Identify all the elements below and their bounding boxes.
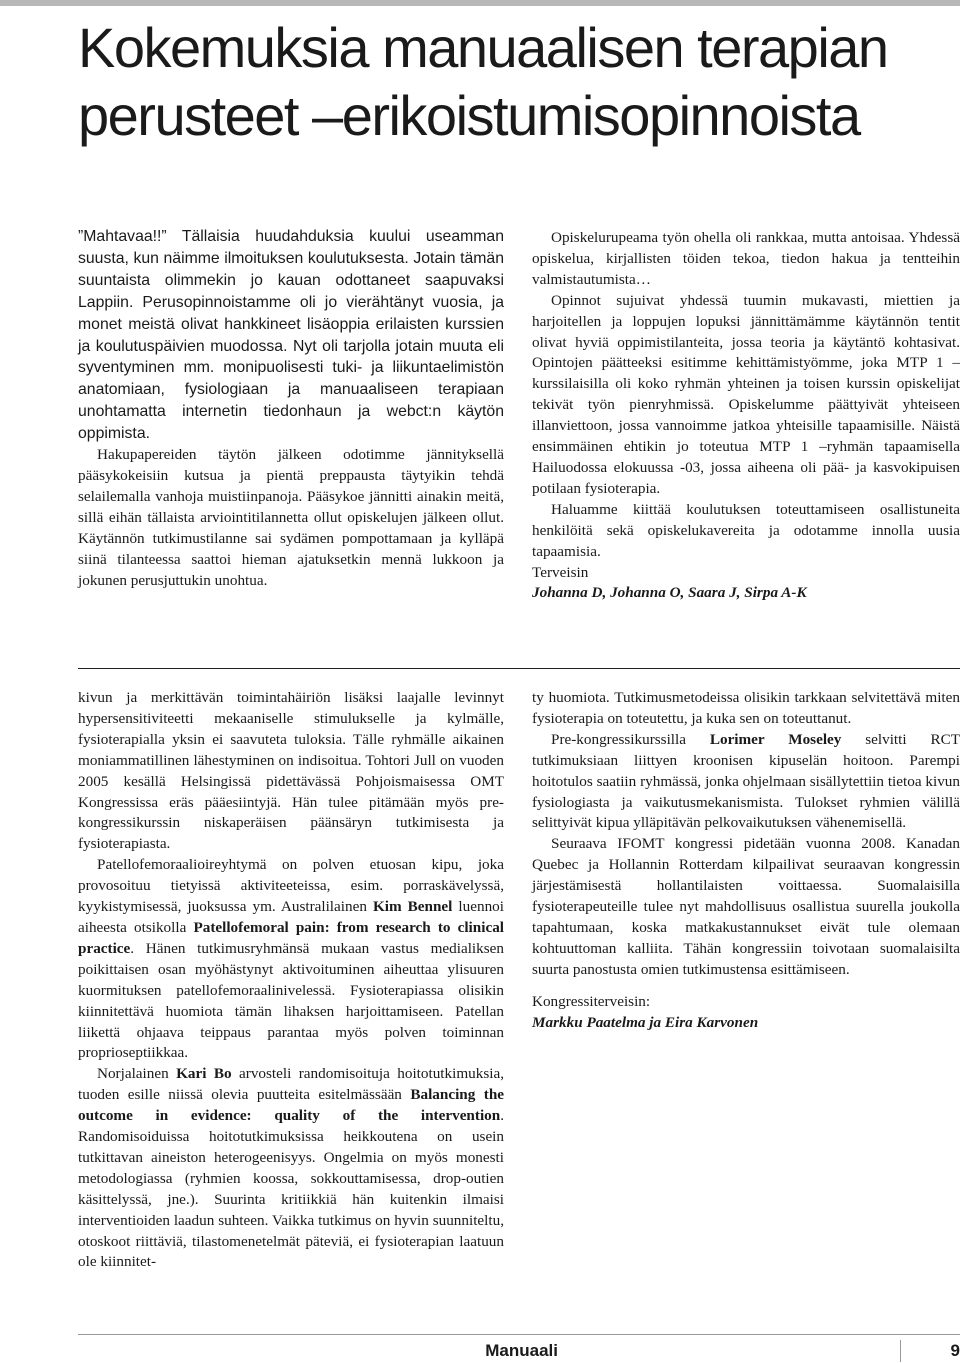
report-paragraph — [532, 834, 960, 980]
text-run: ty huomiota. Tutkimusmetodeissa olisikin tarkkaan selvitettävä miten fysioterapia on toteutettu, ja kuka sen on toteuttanut. — [532, 689, 960, 727]
bold-run: Lorimer Moseley — [709, 730, 842, 748]
article-paragraph: Hakupapereiden täytön jälkeen odotimme jännityksellä pääsykokeisiin kutsua ja pientä preppausta täytyikin tehdä selailemalla vanhoja muistiinpanoja. Pääsykoe jännitti ainakin meitä, sillä eihän tällaista arviointitilannetta ollut opiskelujen jälkeen ollut. Käytännön tutkimustilanne sai sydämen pompottamaan ja kylläpä siinä tilanteessa saattoi hieman ajatuksetkin mennä lukkoon ja jokunen perusjuttukin unohtua. — [78, 446, 504, 589]
article-title: Kokemuksia manuaalisen terapian perusteet –erikoistumisopinnoista — [78, 16, 888, 147]
text-run: kivun ja merkittävän toimintahäiriön lisäksi laajalle levinnyt hypersensitiviteetti mekaaniselle stimulukselle ja kylmälle, fysioterapialla yksin ei saavuteta tuloksia. Tälle ryhmälle aikainen moniammatillinen lähestyminen on indisoitua. Tohtori Jull on vuoden 2005 kesällä Helsingissä pidettävässä Pohjoismaisessa OMT Kongressissa eräs pääesiintyjä. Hän tulee pitämään myös pre-kongressikurssin niskaperäisen päänsäryn tutkimisesta ja fysioterapiasta. — [78, 689, 504, 853]
report-paragraph — [532, 730, 960, 835]
text-run: luennoi aiheesta otsikolla — [78, 898, 504, 936]
article-paragraph: Opinnot sujuivat yhdessä tuumin mukavasti, miettien ja harjoitellen ja loppujen lopuksi jännittämämme käytännön tentit olivat hyviä oppimistilanteita, jossa teoria ja käytäntö kohtasivat. Opintojen päätteeksi esitimme kehittämistyömme, joka MTP 1 –kurssilaisilla oli koko ryhmän yhteinen ja toisen kurssin opiskelijat tekivät työn pienryhmissä. Opiskelumme päättyivät yhteiseen illanviettoon, jossa vannoimme jatkoa yhteisille tapaamisille. Näistä ensimmäinen ehtikin jo toteutua MTP 1 –ryhmän tapaamisella Hailuodossa elokuussa -03, jossa aiheena oli pää- ja kasvokipuisen potilaan fysioterapia. — [532, 291, 960, 497]
bold-run: Patellofemoral pain: from research to clinical practice — [78, 918, 505, 957]
bold-run: Kari Bo — [176, 1065, 232, 1083]
report-signature: Markku Paatelma ja Eira Karvonen — [532, 1013, 759, 1031]
bold-run: Kim Bennel — [372, 898, 453, 916]
text-run: Seuraava IFOMT kongressi pidetään vuonna 2008. Kanadan Quebec ja Hollannin Rotterdam kilpailivat seuraavan kongressin järjestämisestä hollantilaisten voittaessa. Suomalaisilla fysioterapeuteille tulee nyt mahdollisuus osallistua suurella joukolla tapahtumaan, koska matkakustannukset eivät tule olemaan kohtuuttoman kalliita. Tähän kongressiin toivotaan suomalaisilta suurta panostusta omien tutkimustensa esittämiseen. — [532, 835, 960, 978]
footer-rule — [78, 1334, 960, 1335]
article-paragraph: Opiskelurupeama työn ohella oli rankkaa, mutta antoisaa. Yhdessä opiskelua, kirjallisten töiden tekoa, tiedon hakua ja tentteihin valmistautumista… — [532, 229, 960, 288]
report-left-column — [78, 688, 504, 1273]
bold-run: Balancing the outcome in evidence: quality of the intervention — [78, 1086, 505, 1125]
report-paragraph — [78, 688, 504, 855]
footer-magazine-name: Manuaali — [485, 1341, 558, 1360]
article-signature: Johanna D, Johanna O, Saara J, Sirpa A-K — [532, 584, 807, 602]
article-paragraph: Haluamme kiittää koulutuksen toteuttamiseen osallistuneita henkilöitä sekä opiskelukavereita ja odotamme innolla uusia tapaamisia. — [532, 500, 960, 560]
article-lead: ”Mahtavaa!!” Tällaisia huudahduksia kuului useamman suusta, kun näimme ilmoituksen koulutuksesta. Jotain tämän suuntaista olimmekin jo kauan odottaneet saapuvaksi Lappiin. Perusopinnoistamme oli jo vierähtänyt vuosia, ja monet meistä olivat hankkineet lisäoppia erilaisten kurssien ja koulutuspäivien muodossa. Nyt oli tarjolla jotain muuta eli syventyminen mm. monipuolisesti tuki- ja liikuntaelimistön anatomiaan, fysiologiaan ja manuaaliseen terapiaan unohtamatta internetin tiedonhaun ja webct:n käytön oppimista. — [78, 228, 504, 443]
article-greeting: Terveisin — [532, 563, 589, 581]
report-greeting: Kongressiterveisin: — [532, 992, 651, 1010]
text-run: Patellofemoraalioireyhtymä on polven etuosan kipu, joka provosoituu tietyissä aktiviteeteissa, esim. porraskävelyssä, kyykistymisessä, juoksussa ym. Australilainen — [78, 856, 504, 916]
text-run: arvosteli randomisoituja hoitotutkimuksia, tuoden esille niissä olevia puutteita esitelmässään — [78, 1065, 504, 1104]
article-right-column — [532, 228, 960, 604]
text-run: Norjalainen — [97, 1065, 177, 1083]
report-paragraph — [78, 855, 504, 1064]
text-run: selvitti RCT tutkimuksiaan liittyen kroonisen kipuselän hoitoon. Parempi hoitotulos saatiin ryhmässä, jonka ohjelmaan sisällytettiin tietoa kivun fysiologiasta ja vaikutusmekanismista. Tulokset ryhmien välillä selittyivät kipua ylläpitävän pelkovaikutuksen vähenemisellä. — [532, 730, 960, 832]
report-paragraph — [532, 688, 960, 730]
footer-separator — [900, 1340, 901, 1362]
report-right-column — [532, 688, 960, 1034]
article-left-column — [78, 226, 504, 591]
text-run: . Randomisoiduissa hoitotutkimuksissa heikkoutena on usein tutkittavan aineiston heterogeenisyys. Ongelmia on myös monesti metodologiassa (ryhmien koossa, sokkouttamisessa, drop-outien käsittelyssä, jne.). Suurinta kritiikkiä hän kuitenkin ilmaisi interventioiden laadun suhteen. Vaikka tutkimus on hyvin suunniteltu, otoskoot riittäviä, tilastomenetelmät päteviä, ei fysioterapian laatuun ole kiinnitet- — [78, 1107, 504, 1271]
section-divider — [78, 668, 960, 669]
top-rule — [0, 0, 960, 6]
report-paragraph — [78, 1064, 504, 1273]
footer-page-number: 9 — [950, 1341, 960, 1360]
text-run: . Hänen tutkimusryhmänsä mukaan vastus medialiksen poikittaisen osan myöhästynyt aktivoituminen aiheuttaa ylisuuren kuormituksen patellofemoraalinivelessä. Fysioterapiassa olisikin kiinnitettävä huomiota tämän lihaksen harjoittamiseen. Patellan liikettä ohjaava teippaus parantaa myös polven toiminnan proprioseptiikkaa. — [78, 939, 504, 1062]
text-run: Pre-kongressikurssilla — [551, 730, 710, 748]
